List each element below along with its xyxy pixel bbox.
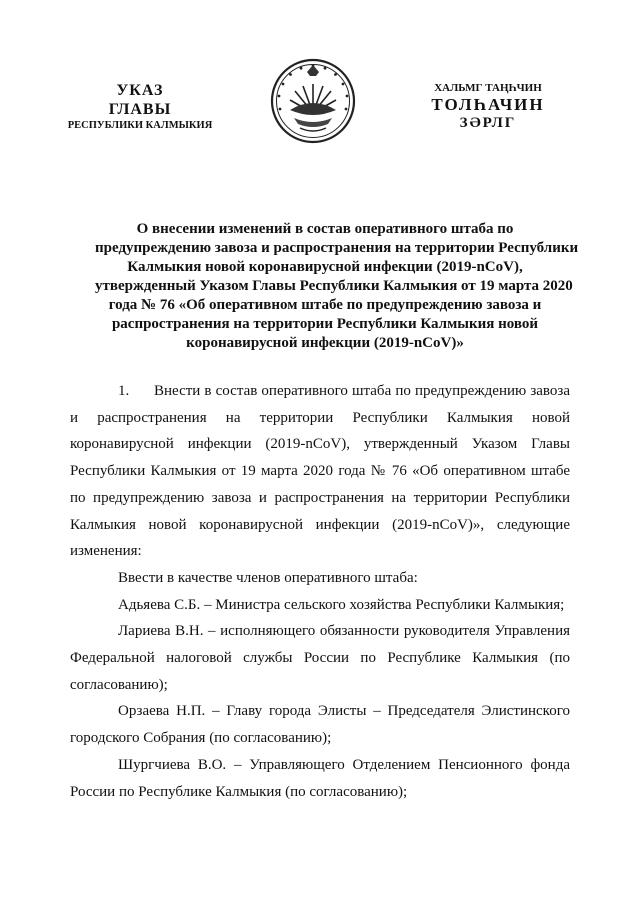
header-right-line2: ТОЛҺАЧИН — [431, 94, 545, 114]
title-line: коронавирусной инфекции (2019-nCoV)» — [186, 335, 464, 351]
coat-of-arms-icon — [270, 58, 356, 144]
title-line: утвержденный Указом Главы Республики Калмыкия от 19 марта 2020 — [95, 278, 573, 294]
item-1-paragraph — [70, 378, 570, 565]
title-line: года № 76 «Об оперативном штабе по предупреждению завоза и — [108, 297, 542, 313]
header-left — [52, 82, 228, 132]
title-line: распространения на территории Республики Калмыкия новой — [111, 316, 539, 332]
title-line: Калмыкия новой коронавирусной инфекции (2019-nCoV), — [127, 259, 523, 275]
document-title — [95, 220, 579, 353]
title-line: предупреждению завоза и распространения на территории Республики — [95, 240, 579, 256]
title-line: О внесении изменений в состав оперативного штаба по — [136, 221, 514, 237]
header-right — [388, 82, 588, 133]
header-right-line1: ХАЛЬМГ ТАҢҺЧИН — [434, 82, 542, 94]
member-entry: Шургчиева В.О. – Управляющего Отделением Пенсионного фонда России по Республике Калмыкия (по согласованию); — [70, 756, 570, 800]
members-intro: Ввести в качестве членов оперативного штаба: — [118, 569, 418, 586]
item-1-number: 1. — [118, 383, 130, 399]
member-entry: Лариева В.Н. – исполняющего обязанности руководителя Управления Федеральной налоговой службы России по Республике Калмыкия (по согласованию); — [70, 623, 570, 693]
header-left-line2: ГЛАВЫ — [108, 100, 172, 118]
member-entry: Адьяева С.Б. – Министра сельского хозяйства Республики Калмыкия; — [118, 596, 565, 613]
header-left-line1: УКАЗ — [116, 82, 164, 99]
item-1-text: Внести в состав оперативного штаба по предупреждению завоза и распространения на территории Республики Калмыкия новой коронавирусной инфекции (2019-nCoV), утвержденный Указом Главы Республики Калмыкия от 19 марта 2020 года № 76 «Об оперативном штабе по предупреждению завоза и распространения на территории Республики Калмыкия новой коронавирусной инфекции (2019-nCoV)», следующие изменения: — [70, 383, 570, 560]
header-right-line3: ЗӘРЛГ — [459, 115, 517, 132]
document-body — [70, 378, 570, 805]
member-entry: Орзаева Н.П. – Главу города Элисты – Председателя Элистинского городского Собрания (по согласованию); — [70, 703, 570, 747]
header-left-line3: РЕСПУБЛИКИ КАЛМЫКИЯ — [67, 119, 213, 131]
